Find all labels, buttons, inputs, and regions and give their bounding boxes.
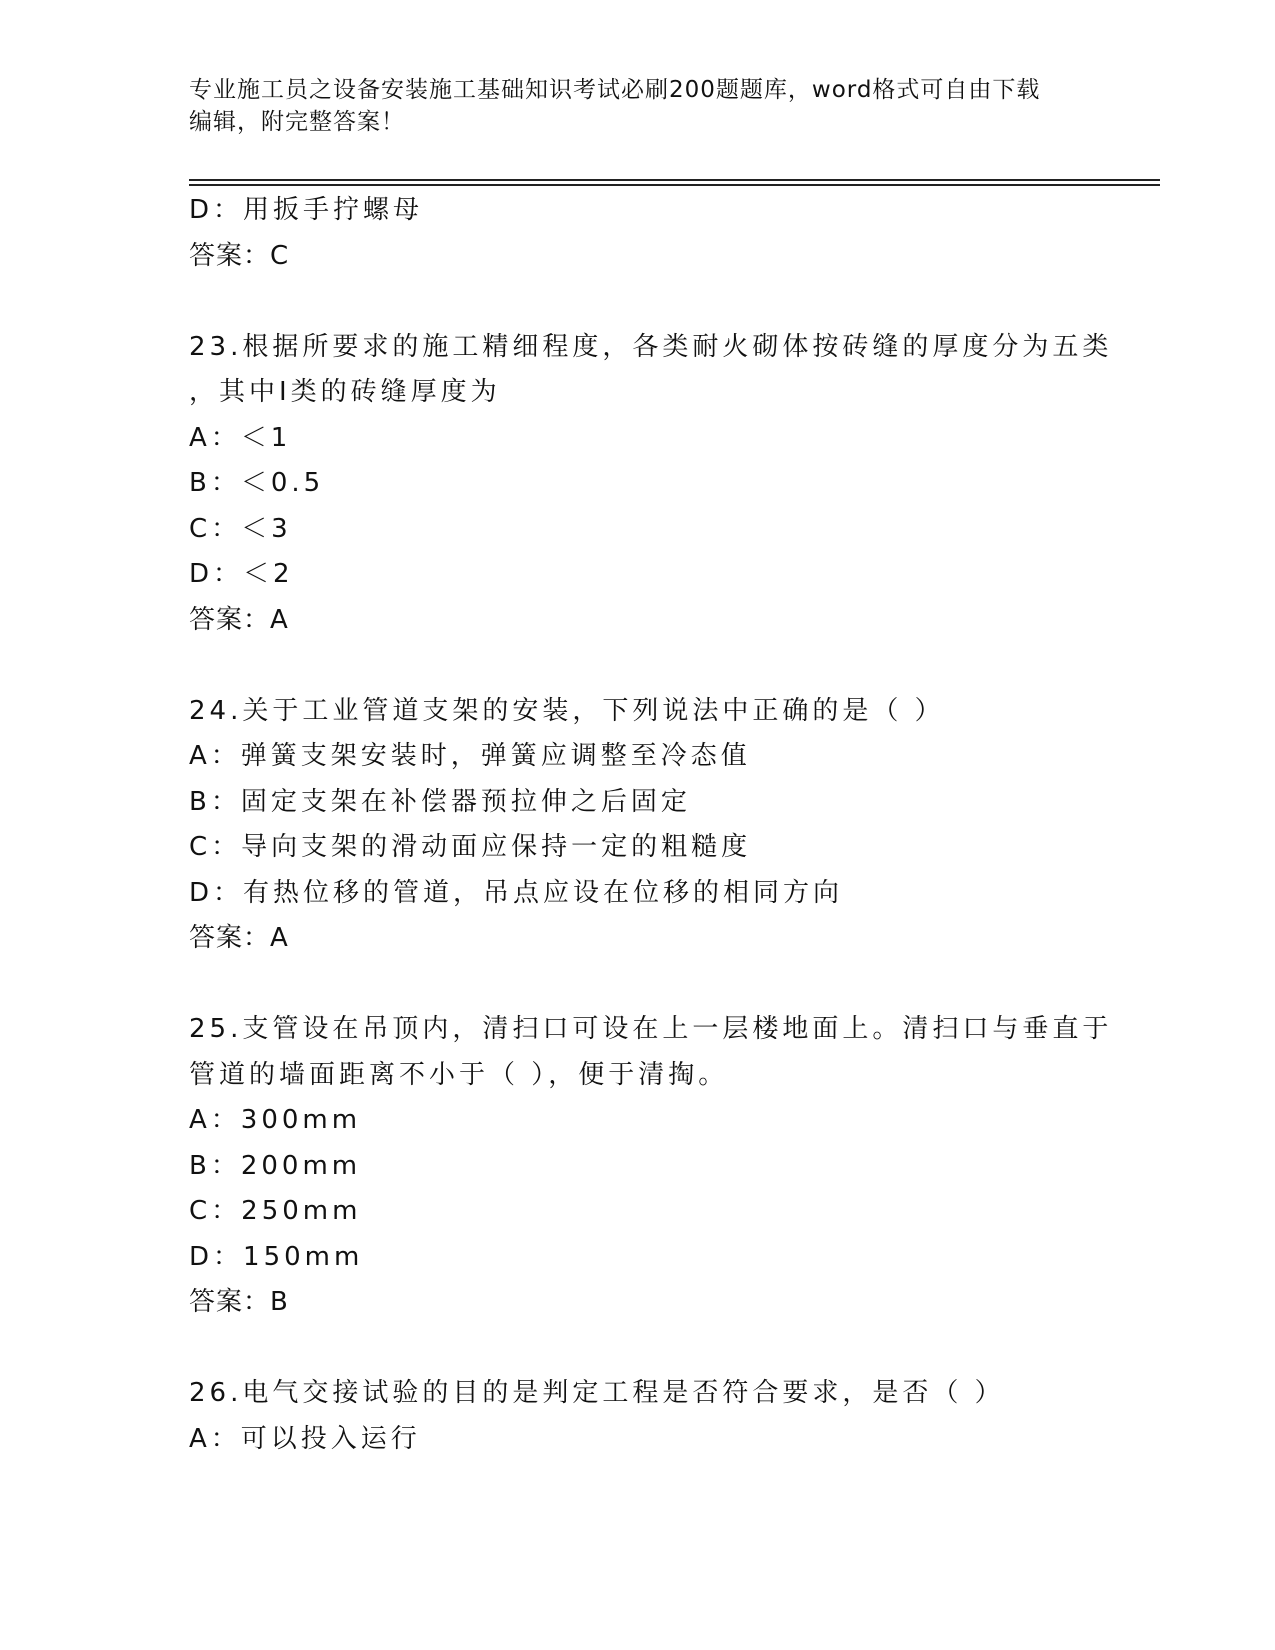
header-divider-top	[189, 179, 1160, 181]
question-25-option-a: A：300mm	[189, 1105, 362, 1135]
spacer	[189, 643, 1089, 689]
question-25-option-d: D：150mm	[189, 1241, 364, 1272]
header-line-2: 编辑，附完整答案！	[189, 109, 405, 135]
document-body	[189, 188, 1113, 1462]
question-25-option-c: C：250mm	[189, 1196, 362, 1226]
question-24-option-a: A：弹簧支架安装时，弹簧应调整至冷态值	[189, 741, 751, 771]
question-23-option-c: C：＜3	[189, 513, 292, 544]
question-24-option-d: D：有热位移的管道，吊点应设在位移的相同方向	[189, 877, 844, 908]
question-24-option-c: C：导向支架的滑动面应保持一定的粗糙度	[189, 832, 752, 862]
question-25-option-b: B：200mm	[189, 1150, 362, 1181]
prev-answer: 答案：C	[189, 240, 290, 271]
header-divider-bottom	[189, 184, 1160, 186]
question-23-option-b: B：＜0.5	[189, 468, 325, 498]
question-24-option-b: B：固定支架在补偿器预拉伸之后固定	[189, 786, 691, 817]
spacer	[189, 279, 1089, 325]
question-25-answer: 答案：B	[189, 1287, 289, 1317]
header-line-1: 专业施工员之设备安装施工基础知识考试必刷200题题库，word格式可自由下载	[189, 77, 1041, 103]
question-23-option-d: D：＜2	[189, 559, 294, 589]
spacer	[189, 1326, 1089, 1372]
question-26-option-a: A：可以投入运行	[189, 1423, 421, 1454]
question-26-stem: 26.电气交接试验的目的是判定工程是否符合要求，是否（ ）	[189, 1378, 1005, 1408]
prev-option-d: D：用扳手拧螺母	[189, 195, 424, 225]
question-23-stem: 23.根据所要求的施工精细程度，各类耐火砌体按砖缝的厚度分为五类	[189, 331, 1113, 362]
question-25-stem-cont: 管道的墙面距离不小于（ ），便于清掏。	[189, 1059, 729, 1090]
question-23-option-a: A：＜1	[189, 422, 292, 453]
question-24-answer: 答案：A	[189, 923, 289, 953]
page-header	[189, 74, 1089, 138]
question-23-answer: 答案：A	[189, 604, 289, 635]
spacer	[189, 962, 1089, 1008]
question-24-stem: 24.关于工业管道支架的安装，下列说法中正确的是（ ）	[189, 695, 945, 726]
question-25-stem: 25.支管设在吊顶内，清扫口可设在上一层楼地面上。清扫口与垂直于	[189, 1014, 1113, 1044]
question-23-stem-cont: ，其中Ⅰ类的砖缝厚度为	[189, 377, 501, 407]
